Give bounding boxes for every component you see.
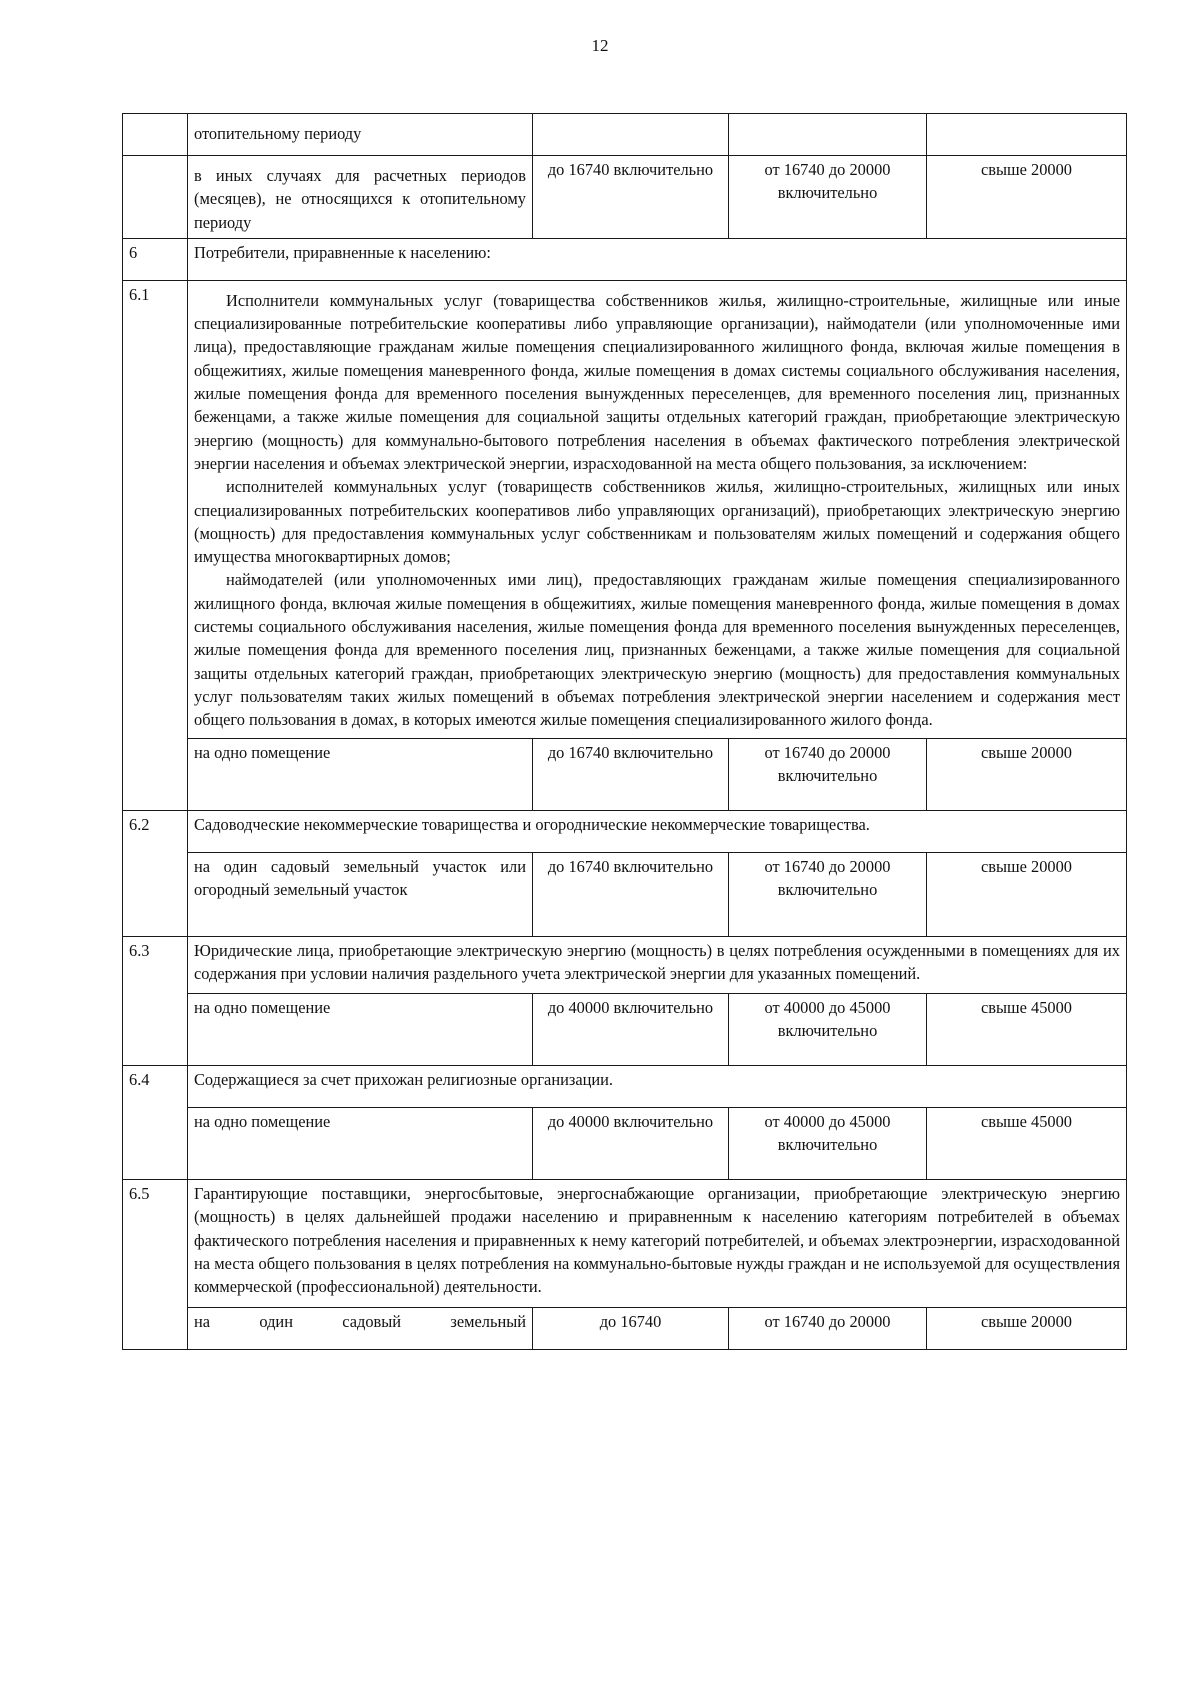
table-row bbox=[123, 1307, 1127, 1349]
category-cell: на один садовый земельный bbox=[188, 1307, 533, 1349]
value-cell-mid: от 16740 до 20000 включительно bbox=[729, 852, 927, 936]
value-cell-high: свыше 45000 bbox=[927, 1108, 1127, 1180]
value-cell bbox=[927, 114, 1127, 156]
section-title: Потребители, приравненные к населению: bbox=[188, 238, 1127, 280]
value-cell-high: свыше 45000 bbox=[927, 994, 1127, 1066]
value-cell-high: свыше 20000 bbox=[927, 156, 1127, 239]
table-row bbox=[123, 114, 1127, 156]
table-row bbox=[123, 994, 1127, 1066]
value-cell-high: свыше 20000 bbox=[927, 852, 1127, 936]
paragraph: наймодателей (или уполномоченных ими лиц), предоставляющих гражданам жилые помещения специализированного жилищного фонда, включая жилые помещения в общежитиях, жилые помещения маневренного фонда, жилые помещения в домах системы социального обслуживания населения, жилые помещения фонда для временного поселения вынужденных переселенцев, жилые помещения фонда для временного поселения лиц, признанных беженцами, а также жилые помещения для социальной защиты отдельных категорий граждан, приобретающих электрическую энергию (мощность) для предоставления коммунальных услуг пользователям таких жилых помещений в объемах потребления электрической энергии населением и содержания мест общего пользования в домах, в которых имеются жилые помещения специализированного жилого фонда. bbox=[194, 570, 1120, 730]
table-row bbox=[123, 1180, 1127, 1307]
number-cell bbox=[123, 156, 188, 239]
page-number: 12 bbox=[591, 36, 609, 55]
table-row bbox=[123, 852, 1127, 936]
value-cell-low: до 40000 включительно bbox=[533, 1108, 729, 1180]
value-cell bbox=[533, 114, 729, 156]
number-cell bbox=[123, 114, 188, 156]
category-cell: на одно помещение bbox=[188, 1108, 533, 1180]
table-row bbox=[123, 238, 1127, 280]
section-title: Гарантирующие поставщики, энергосбытовые, энергоснабжающие организации, приобретающие электрическую энергию (мощность) в целях дальнейшей продажи населению и приравненным к населению категориям потребителей в объемах фактического потребления населения и приравненных к нему категорий потребителей, и объемах электроэнергии, израсходованной на места общего пользования в целях потребления на коммунально-бытовые нужды граждан и не используемой для осуществления коммерческой (профессиональной) деятельности. bbox=[188, 1180, 1127, 1307]
value-cell-low: до 16740 bbox=[533, 1307, 729, 1349]
table-row bbox=[123, 280, 1127, 738]
section-number: 6.5 bbox=[123, 1180, 188, 1349]
category-cell: в иных случаях для расчетных периодов (месяцев), не относящихся к отопительному периоду bbox=[188, 156, 533, 239]
category-cell: на одно помещение bbox=[188, 994, 533, 1066]
paragraph: исполнителей коммунальных услуг (товариществ собственников жилья, жилищно-строительных, жилищных или иных специализированных потребительских кооперативов либо управляющих организаций), приобретающих электрическую энергию (мощность) для предоставления коммунальных услуг собственникам и пользователям жилых помещений и содержания общего имущества многоквартирных домов; bbox=[194, 477, 1120, 567]
section-title: Содержащиеся за счет прихожан религиозные организации. bbox=[188, 1066, 1127, 1108]
value-cell-mid: от 40000 до 45000 включительно bbox=[729, 1108, 927, 1180]
value-cell-low: до 40000 включительно bbox=[533, 994, 729, 1066]
value-cell-high: свыше 20000 bbox=[927, 738, 1127, 810]
value-cell-low: до 16740 включительно bbox=[533, 852, 729, 936]
table-row bbox=[123, 810, 1127, 852]
table-row bbox=[123, 936, 1127, 994]
table-row bbox=[123, 156, 1127, 239]
value-cell bbox=[729, 114, 927, 156]
value-cell-low: до 16740 включительно bbox=[533, 156, 729, 239]
section-number: 6 bbox=[123, 238, 188, 280]
section-number: 6.4 bbox=[123, 1066, 188, 1180]
table-row bbox=[123, 1066, 1127, 1108]
section-number: 6.3 bbox=[123, 936, 188, 1066]
value-cell-high: свыше 20000 bbox=[927, 1307, 1127, 1349]
section-text bbox=[188, 280, 1127, 738]
section-number: 6.2 bbox=[123, 810, 188, 936]
value-cell-low: до 16740 включительно bbox=[533, 738, 729, 810]
paragraph: Исполнители коммунальных услуг (товарищества собственников жилья, жилищно-строительные, жилищные или иные специализированные потребительские кооперативы либо управляющие организации), наймодатели (или уполномоченные ими лица), предоставляющие гражданам жилые помещения специализированного жилищного фонда, включая жилые помещения в общежитиях, жилые помещения маневренного фонда, жилые помещения в домах системы социального обслуживания населения, жилые помещения фонда для временного поселения вынужденных переселенцев, для временного поселения лиц, признанных беженцами, а также жилые помещения для социальной защиты отдельных категорий граждан, приобретающие электрическую энергию (мощность) для коммунально-бытового потребления населения в объемах фактического потребления электрической энергии населения и объемах электрической энергии, израсходованной на места общего пользования, за исключением: bbox=[194, 290, 1120, 473]
value-cell-mid: от 16740 до 20000 bbox=[729, 1307, 927, 1349]
category-cell: отопительному периоду bbox=[188, 114, 533, 156]
section-number: 6.1 bbox=[123, 280, 188, 810]
table-row bbox=[123, 738, 1127, 810]
section-title: Юридические лица, приобретающие электрическую энергию (мощность) в целях потребления осужденными в помещениях для их содержания при условии наличия раздельного учета электрической энергии для указанных помещений. bbox=[188, 936, 1127, 994]
category-cell: на одно помещение bbox=[188, 738, 533, 810]
table-row bbox=[123, 1108, 1127, 1180]
section-title: Садоводческие некоммерческие товарищества и огороднические некоммерческие товарищества. bbox=[188, 810, 1127, 852]
value-cell-mid: от 40000 до 45000 включительно bbox=[729, 994, 927, 1066]
category-cell: на один садовый земельный участок или огородный земельный участок bbox=[188, 852, 533, 936]
tariff-table bbox=[122, 113, 1127, 1350]
value-cell-mid: от 16740 до 20000 включительно bbox=[729, 156, 927, 239]
value-cell-mid: от 16740 до 20000 включительно bbox=[729, 738, 927, 810]
